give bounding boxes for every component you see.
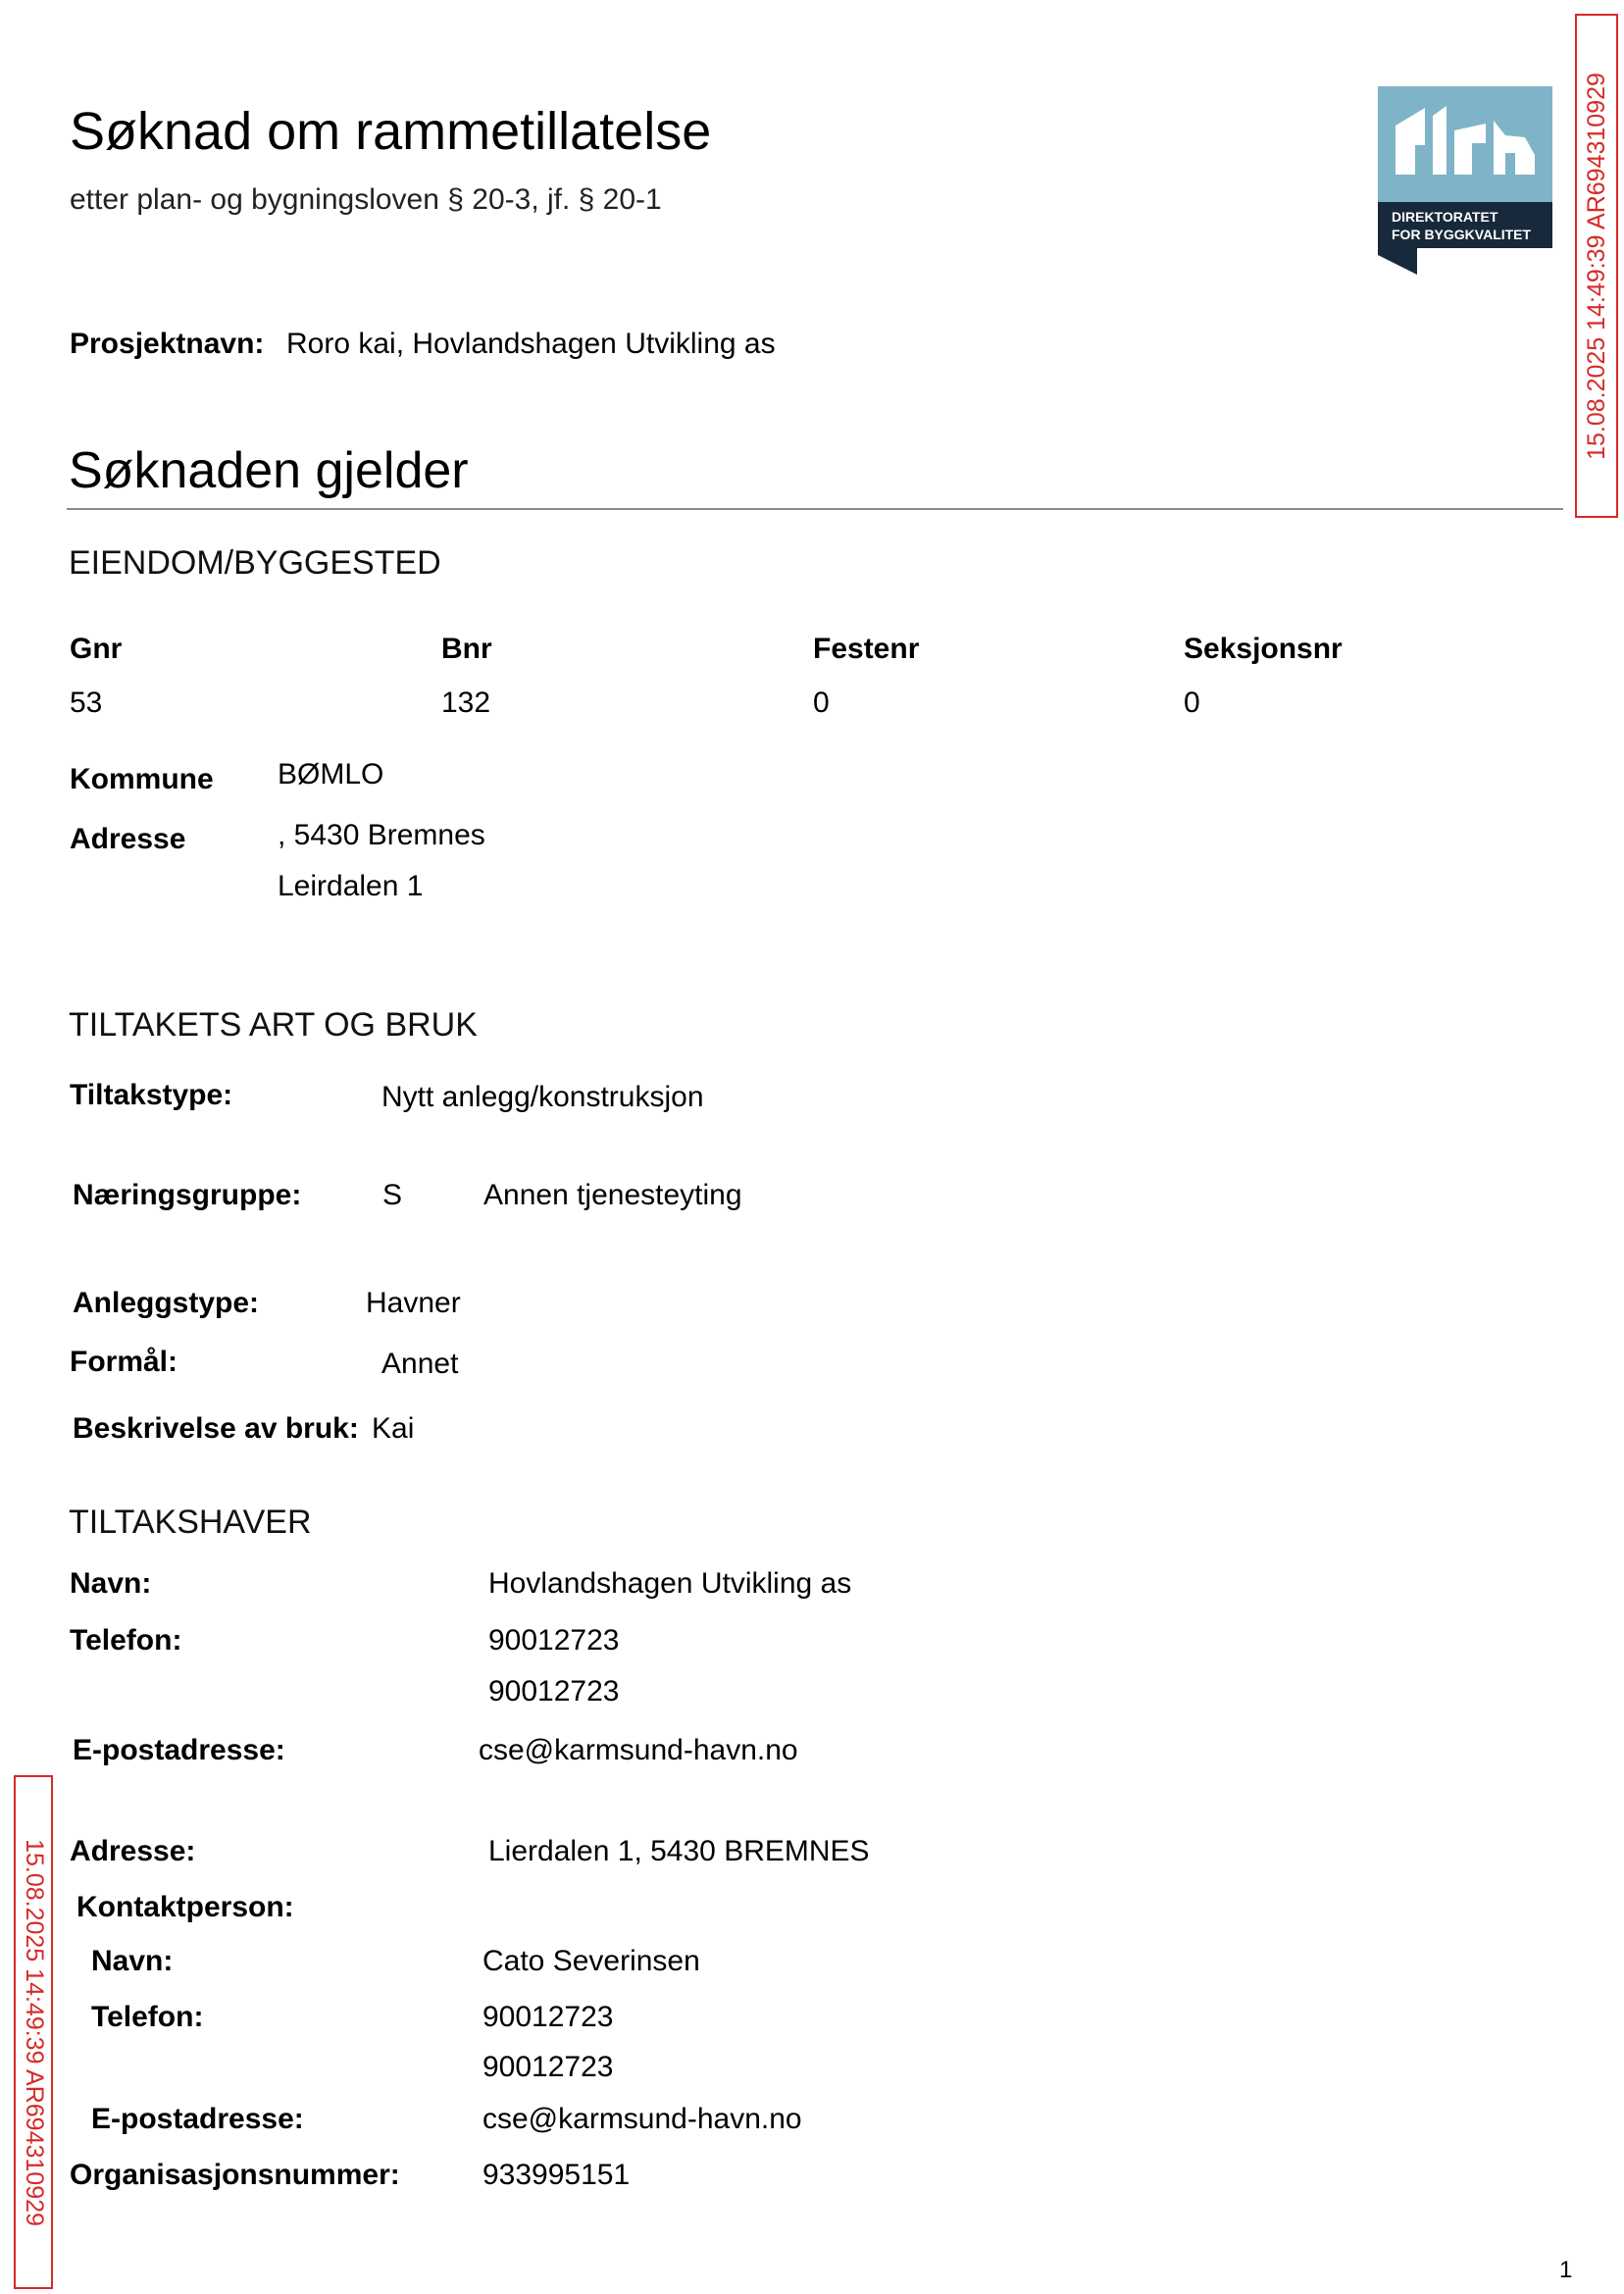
tiltakstype-value: Nytt anlegg/konstruksjon xyxy=(381,1081,704,1113)
document-subtitle: etter plan- og bygningsloven § 20-3, jf. § 20-1 xyxy=(70,183,662,216)
project-name-value: Roro kai, Hovlandshagen Utvikling as xyxy=(286,328,776,360)
tiltakshaver-epost-value: cse@karmsund-havn.no xyxy=(479,1734,798,1766)
tiltakshaver-adresse-label: Adresse: xyxy=(70,1835,196,1867)
section-divider xyxy=(67,508,1563,510)
tiltakstype-label: Tiltakstype: xyxy=(70,1079,233,1111)
bnr-value: 132 xyxy=(441,687,491,719)
adresse-label: Adresse xyxy=(70,823,186,855)
seksjonsnr-label: Seksjonsnr xyxy=(1184,633,1343,665)
svg-text:FOR BYGGKVALITET: FOR BYGGKVALITET xyxy=(1392,227,1532,242)
kontakt-telefon-label: Telefon: xyxy=(91,2001,204,2033)
festenr-label: Festenr xyxy=(813,633,920,665)
tiltakshaver-adresse-value: Lierdalen 1, 5430 BREMNES xyxy=(488,1835,870,1867)
naeringsgruppe-code: S xyxy=(382,1179,403,1211)
beskrivelse-value: Kai xyxy=(372,1412,415,1445)
kontakt-epost-label: E-postadresse: xyxy=(91,2103,304,2135)
tiltakshaver-epost-label: E-postadresse: xyxy=(73,1734,285,1766)
naeringsgruppe-label: Næringsgruppe: xyxy=(73,1179,302,1211)
formal-label: Formål: xyxy=(70,1346,178,1378)
page-number: 1 xyxy=(1559,2257,1573,2283)
gnr-label: Gnr xyxy=(70,633,123,665)
seksjonsnr-value: 0 xyxy=(1184,687,1200,719)
kontakt-navn-label: Navn: xyxy=(91,1945,174,1977)
tiltakshaver-navn-label: Navn: xyxy=(70,1567,152,1600)
tiltakshaver-heading: TILTAKSHAVER xyxy=(69,1504,312,1541)
section-title: Søknaden gjelder xyxy=(69,442,469,499)
gnr-value: 53 xyxy=(70,687,103,719)
naeringsgruppe-value: Annen tjenesteyting xyxy=(483,1179,742,1211)
adresse-line2: Leirdalen 1 xyxy=(278,870,424,902)
kontakt-telefon-value2: 90012723 xyxy=(482,2051,614,2083)
tiltakshaver-telefon-label: Telefon: xyxy=(70,1624,182,1657)
kontaktperson-label: Kontaktperson: xyxy=(76,1891,294,1923)
orgnr-label: Organisasjonsnummer: xyxy=(70,2159,400,2191)
formal-value: Annet xyxy=(381,1348,459,1380)
orgnr-value: 933995151 xyxy=(482,2159,631,2191)
date-stamp-top: 15.08.2025 14:49:39 AR694310929 xyxy=(1575,14,1618,518)
bnr-label: Bnr xyxy=(441,633,492,665)
tiltak-heading: TILTAKETS ART OG BRUK xyxy=(69,1006,478,1044)
project-name-label: Prosjektnavn: xyxy=(70,328,265,360)
adresse-line1: , 5430 Bremnes xyxy=(278,819,485,851)
beskrivelse-label: Beskrivelse av bruk: xyxy=(73,1412,359,1445)
kommune-label: Kommune xyxy=(70,763,214,795)
festenr-value: 0 xyxy=(813,687,830,719)
kontakt-navn-value: Cato Severinsen xyxy=(482,1945,700,1977)
dibk-logo xyxy=(1378,86,1552,275)
tiltakshaver-telefon-value2: 90012723 xyxy=(488,1675,620,1708)
building-logo-icon xyxy=(1378,86,1552,275)
anleggstype-label: Anleggstype: xyxy=(73,1287,260,1319)
kontakt-epost-value: cse@karmsund-havn.no xyxy=(482,2103,802,2135)
property-heading: EIENDOM/BYGGESTED xyxy=(69,544,441,582)
date-stamp-left: 15.08.2025 14:49:39 AR694310929 xyxy=(14,1775,53,2289)
document-title: Søknad om rammetillatelse xyxy=(70,102,712,161)
svg-text:DIREKTORATET: DIREKTORATET xyxy=(1392,209,1498,225)
anleggstype-value: Havner xyxy=(366,1287,461,1319)
kontakt-telefon-value1: 90012723 xyxy=(482,2001,614,2033)
tiltakshaver-telefon-value1: 90012723 xyxy=(488,1624,620,1657)
kommune-value: BØMLO xyxy=(278,758,384,790)
tiltakshaver-navn-value: Hovlandshagen Utvikling as xyxy=(488,1567,852,1600)
